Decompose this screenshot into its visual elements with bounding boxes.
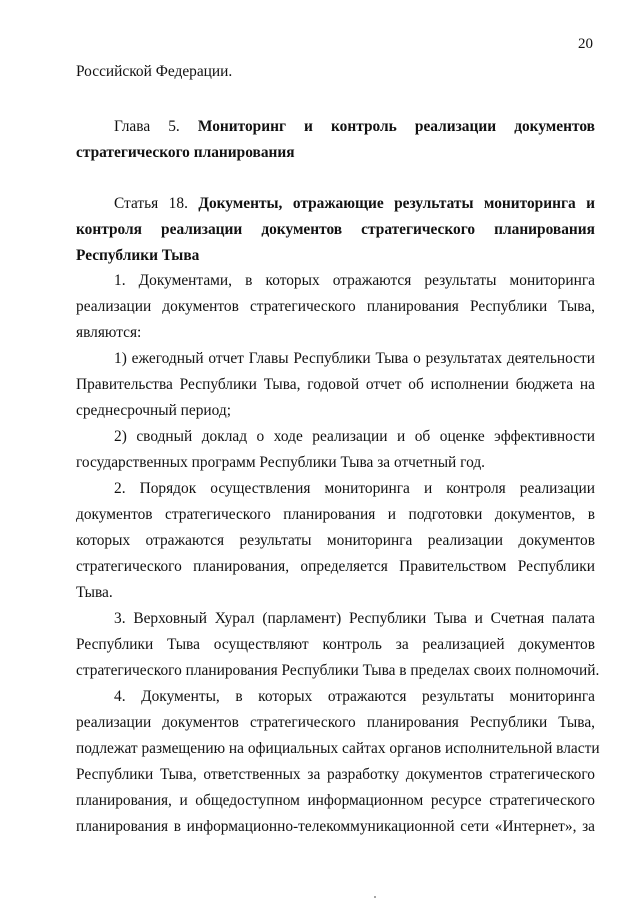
paragraph-line: 4. Документы, в которых отражаются результаты мониторинга [114,688,595,705]
paragraph-line: 3. Верховный Хурал (парламент) Республики Тыва и Счетная палата [114,610,595,627]
page-number: 20 [578,36,593,52]
paragraph-line: Правительства Республики Тыва, годовой отчет об исполнении бюджета на [76,376,595,393]
article-number: Статья 18. [114,195,188,212]
chapter-title: Мониторинг и контроль реализации документов [197,118,595,135]
paragraph-line: которых отражаются результаты мониторинга реализации документов [76,532,595,549]
article-heading-cont: Республики Тыва [76,247,200,264]
chapter-number: Глава 5. [114,118,180,135]
paragraph-line: среднесрочный период; [76,402,232,419]
paragraph-line: подлежат размещению на официальных сайтах органов исполнительной власти [76,740,600,757]
paragraph-line: реализации документов стратегического планирования Республики Тыва, [76,714,595,731]
paragraph-line: документов стратегического планирования и подготовки документов, в [76,506,595,523]
paragraph-line: планирования в информационно-телекоммуникационной сети «Интернет», за [76,818,595,835]
article-heading [114,194,595,214]
paragraph-line: стратегического планирования Республики Тыва в пределах своих полномочий. [76,662,600,679]
scan-speck [374,896,376,898]
paragraph-line: 1. Документами, в которых отражаются результаты мониторинга [114,272,595,289]
paragraph-line: Тыва. [76,584,113,601]
paragraph-line: планирования, и общедоступном информационном ресурсе стратегического [76,792,595,809]
chapter-heading [114,117,595,137]
paragraph-line: 1) ежегодный отчет Главы Республики Тыва о результатах деятельности [114,350,595,367]
paragraph-line: 2) сводный доклад о ходе реализации и об оценке эффективности [114,428,595,445]
article-heading-cont: контроля реализации документов стратегического планирования [76,221,595,238]
article-title: Документы, отражающие результаты мониторинга и [198,195,595,212]
paragraph-line: 2. Порядок осуществления мониторинга и контроля реализации [114,480,595,497]
paragraph-line: Республики Тыва осуществляют контроль за реализацией документов [76,636,595,653]
chapter-heading-cont: стратегического планирования [76,144,295,161]
paragraph-line: государственных программ Республики Тыва за отчетный год. [76,454,485,471]
paragraph-line: стратегического планирования, определяется Правительством Республики [76,558,595,575]
paragraph-line: являются: [76,324,142,341]
paragraph-line: Республики Тыва, ответственных за разработку документов стратегического [76,766,595,783]
paragraph-line: реализации документов стратегического планирования Республики Тыва, [76,298,595,315]
text-line: Российской Федерации. [76,63,233,80]
